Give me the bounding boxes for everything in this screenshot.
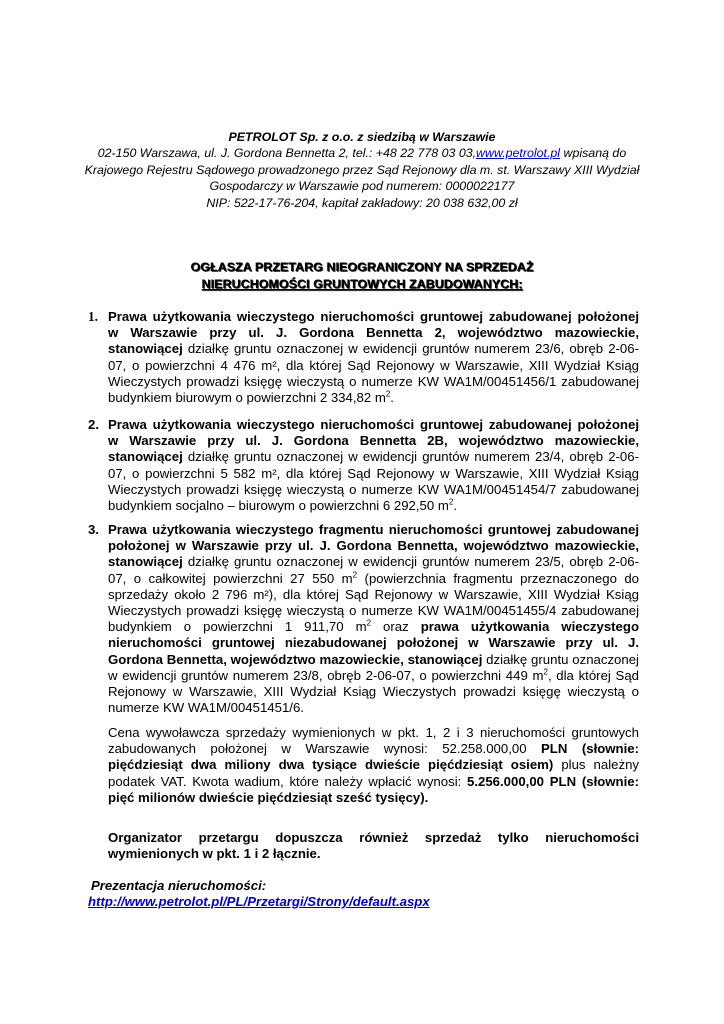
property-item-1: 1. Prawa użytkowania wieczystego nieruchomości gruntowej zabudowanej położonej w Warszawie przy ul. J. Gordona Bennetta 2, województwo mazowieckie, stanowiącej działkę gruntu oznaczonej w ewidencji gruntów numerem 23/6, obręb 2-06-07, o powierzchni 4 476 m², dla której Sąd Rejonowy w Warszawie, XIII Wydział Ksiąg Wieczystych prowadzi księgę wieczystą o numerze KW WA1M/00451456/1 zabudowanej budynkiem biurowym o powierzchni 2 334,82 $m^2$. xyxy=(88,309,639,406)
item-number: 1. xyxy=(88,309,98,324)
property-item-2: 2. Prawa użytkowania wieczystego nieruchomości gruntowej zabudowanej położonej w Warszawie przy ul. J. Gordona Bennetta 2B, województwo mazowieckie, stanowiącej działkę gruntu oznaczonej w ewidencji gruntów numerem 23/4, obręb 2-06-07, o powierzchni 5 582 m², dla której Sąd Rejonowy w Warszawie, XIII Wydział Ksiąg Wieczystych prowadzi księgę wieczystą o numerze KW WA1M/00451454/7 zabudowanej budynkiem socjalno – biurowym o powierzchni 6 292,50 $m^2$. xyxy=(88,417,639,514)
company-name: PETROLOT Sp. z o.o. z siedzibą w Warszawie xyxy=(228,130,496,144)
company-registry: Krajowego Rejestru Sądowego prowadzonego przez Sąd Rejonowy dla m. st. Warszawy XIII Wydział xyxy=(84,162,640,177)
company-address: 02-150 Warszawa, ul. J. Gordona Bennetta 2, tel.: +48 22 778 03 03,www.petrolot.pl wpisaną do xyxy=(97,146,627,161)
presentation-section xyxy=(88,878,430,910)
property-item-3: 3. Prawa użytkowania wieczystego fragmentu nieruchomości gruntowej zabudowanej położonej w Warszawie przy ul. J. Gordona Bennetta, województwo mazowieckie, stanowiącej działkę gruntu oznaczonej w ewidencji gruntów numerem 23/5, obręb 2-06-07, o całkowitej powierzchni 27 550 $m^2$ (powierzchnia fragmentu przeznaczonego do sprzedaży około 2 796 m²), dla której Sąd Rejonowy w Warszawie, XIII Wydział Ksiąg Wieczystych prowadzi księgę wieczystą o numerze KW WA1M/00451455/4 zabudowanej budynkiem o powierzchni 1 911,70 $m^2$ oraz prawa użytkowania wieczystego nieruchomości gruntowej niezabudowanej położonej w Warszawie przy ul. J. Gordona Bennetta, województwo mazowieckie, stanowiącej działkę gruntu oznaczonej w ewidencji gruntów numerem 23/8, obręb 2-06-07, o powierzchni 449 $m^2$, dla której Sąd Rejonowy w Warszawie, XIII Wydział Ksiąg Wieczystych prowadzi księgę wieczystą o numerze KW WA1M/00451451/6. xyxy=(88,522,640,716)
website-link[interactable]: www.petrolot.pl xyxy=(476,146,561,161)
item-number: 3. xyxy=(88,522,99,537)
item-bold-text: Prawa użytkowania wieczystego nieruchomości gruntowej zabudowanej położonej w Warszawie przy ul. J. Gordona Bennetta 2, województwo mazowieckie, stanowiącej xyxy=(108,309,639,357)
title-line-1: OGŁASZA PRZETARG NIEOGRANICZONY NA SPRZEDAŻ xyxy=(190,260,534,274)
company-header xyxy=(60,129,664,211)
item-number: 2. xyxy=(88,417,99,432)
organizer-paragraph: Organizator przetargu dopuszcza również sprzedaż tylko nieruchomości wymienionych w pkt. 1 i 2 łącznie. xyxy=(108,830,639,862)
item-text: działkę gruntu oznaczonej w ewidencji gruntów numerem 23/4, obręb 2-06-07, o powierzchni 5 582 m², dla której Sąd Rejonowy w Warszawie, XIII Wydział Ksiąg Wieczystych prowadzi księgę wieczystą o numerze KW WA1M/00451454/7 zabudowanej budynkiem socjalno – biurowym o powierzchni 6 292,50 m xyxy=(108,449,639,514)
company-tax-info: NIP: 522-17-76-204, kapitał zakładowy: 20 038 632,00 zł xyxy=(206,195,518,210)
item-bold-text: Prawa użytkowania wieczystego nieruchomości gruntowej zabudowanej położonej w Warszawie przy ul. J. Gordona Bennetta 2B, województwo mazowieckie, stanowiącej xyxy=(108,417,639,465)
announcement-title xyxy=(60,259,664,292)
company-registry-number: Gospodarczy w Warszawie pod numerem: 0000022177 xyxy=(209,179,515,194)
item-text: działkę gruntu oznaczonej w ewidencji gruntów numerem 23/6, obręb 2-06-07, o powierzchni 4 476 m², dla której Sąd Rejonowy w Warszawie, XIII Wydział Ksiąg Wieczystych prowadzi księgę wieczystą o numerze KW WA1M/00451456/1 zabudowanej budynkiem biurowym o powierzchni 2 334,82 m xyxy=(108,341,639,406)
title-line-2: NIERUCHOMOŚCI GRUNTOWYCH ZABUDOWANYCH: xyxy=(201,276,523,291)
price-paragraph: Cena wywoławcza sprzedaży wymienionych w pkt. 1, 2 i 3 nieruchomości gruntowych zabudowanych położonej w Warszawie wynosi: 52.258.000,00 PLN (słownie: pięćdziesiąt dwa miliony dwa tysiące dwieście pięćdziesiąt osiem) plus należny podatek VAT. Kwota wadium, które należy wpłacić wynosi: 5.256.000,00 PLN (słownie: pięć milionów dwieście pięćdziesiąt sześć tysięcy). xyxy=(108,725,639,805)
presentation-link[interactable]: http://www.petrolot.pl/PL/Przetargi/Strony/default.aspx xyxy=(88,894,430,910)
presentation-label: Prezentacja nieruchomości: xyxy=(91,878,267,893)
